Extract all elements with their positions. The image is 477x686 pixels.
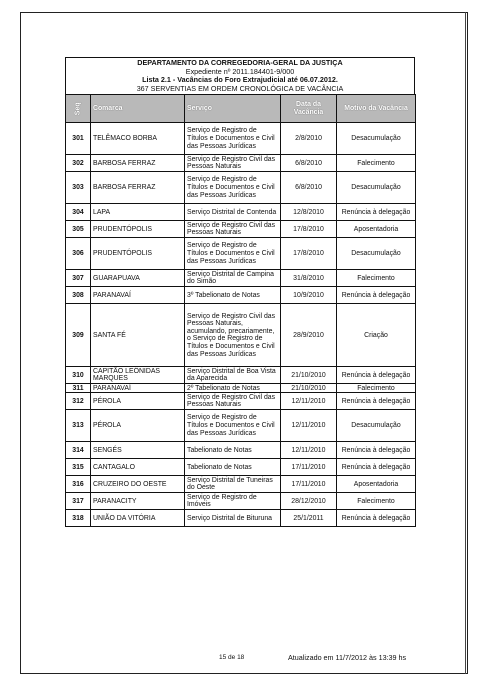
table-row bbox=[66, 221, 416, 238]
data-cell: 25/1/2011 bbox=[281, 510, 337, 527]
servico-cell: Serviço Distrital de Contenda bbox=[185, 204, 281, 221]
table-row bbox=[66, 367, 416, 384]
servico-cell: Serviço de Registro de Títulos e Documentos e Civil das Pessoas Jurídicas bbox=[185, 123, 281, 155]
motivo-cell: Falecimento bbox=[337, 493, 416, 510]
motivo-cell: Aposentadoria bbox=[337, 476, 416, 493]
comarca-cell: TELÊMACO BORBA bbox=[91, 123, 185, 155]
seq-cell: 310 bbox=[66, 367, 91, 384]
document bbox=[65, 57, 415, 527]
col-header-seq: Seq bbox=[66, 95, 91, 123]
table-row bbox=[66, 155, 416, 172]
vacancy-table bbox=[65, 94, 416, 527]
motivo-cell: Aposentadoria bbox=[337, 221, 416, 238]
comarca-cell: CANTAGALO bbox=[91, 459, 185, 476]
seq-cell: 317 bbox=[66, 493, 91, 510]
data-cell: 10/9/2010 bbox=[281, 287, 337, 304]
comarca-cell: CAPITÃO LEÔNIDAS MARQUES bbox=[91, 367, 185, 384]
servico-cell: 3º Tabelionato de Notas bbox=[185, 287, 281, 304]
servico-cell: Serviço Distrital de Tuneiras do Oeste bbox=[185, 476, 281, 493]
data-cell: 17/11/2010 bbox=[281, 476, 337, 493]
table-row bbox=[66, 476, 416, 493]
table-row bbox=[66, 393, 416, 410]
seq-cell: 302 bbox=[66, 155, 91, 172]
table-row bbox=[66, 123, 416, 155]
servico-cell: Serviço de Registro de Títulos e Documentos e Civil das Pessoas Jurídicas bbox=[185, 238, 281, 270]
comarca-cell: LAPA bbox=[91, 204, 185, 221]
data-cell: 17/8/2010 bbox=[281, 221, 337, 238]
data-cell: 17/11/2010 bbox=[281, 459, 337, 476]
seq-cell: 307 bbox=[66, 270, 91, 287]
comarca-cell: BARBOSA FERRAZ bbox=[91, 155, 185, 172]
seq-cell: 315 bbox=[66, 459, 91, 476]
servico-cell: Serviço de Registro Civil das Pessoas Naturais, acumulando, precariamente, o Serviço de Registro de Títulos e Documentos e Civil das Pessoas Jurídicas bbox=[185, 304, 281, 367]
comarca-cell: PRUDENTÓPOLIS bbox=[91, 238, 185, 270]
servico-cell: Serviço de Registro de Títulos e Documentos e Civil das Pessoas Jurídicas bbox=[185, 172, 281, 204]
motivo-cell: Renúncia à delegação bbox=[337, 367, 416, 384]
motivo-cell: Desacumulação bbox=[337, 172, 416, 204]
servico-cell: Serviço Distrital de Bituruna bbox=[185, 510, 281, 527]
table-row bbox=[66, 287, 416, 304]
motivo-cell: Renúncia à delegação bbox=[337, 393, 416, 410]
table-row bbox=[66, 493, 416, 510]
data-cell: 28/9/2010 bbox=[281, 304, 337, 367]
seq-cell: 303 bbox=[66, 172, 91, 204]
table-row bbox=[66, 459, 416, 476]
table-row bbox=[66, 384, 416, 393]
servico-cell: Serviço Distrital de Campina do Simão bbox=[185, 270, 281, 287]
seq-cell: 311 bbox=[66, 384, 91, 393]
data-cell: 31/8/2010 bbox=[281, 270, 337, 287]
table-row bbox=[66, 172, 416, 204]
servico-cell: Serviço de Registro Civil das Pessoas Naturais bbox=[185, 155, 281, 172]
table-row bbox=[66, 204, 416, 221]
seq-cell: 316 bbox=[66, 476, 91, 493]
table-row bbox=[66, 410, 416, 442]
table-row bbox=[66, 270, 416, 287]
col-header-motivo: Motivo da Vacância bbox=[337, 95, 416, 123]
comarca-cell: UNIÃO DA VITÓRIA bbox=[91, 510, 185, 527]
comarca-cell: PARANACITY bbox=[91, 493, 185, 510]
data-cell: 6/8/2010 bbox=[281, 172, 337, 204]
servico-cell: 2º Tabelionato de Notas bbox=[185, 384, 281, 393]
seq-cell: 313 bbox=[66, 410, 91, 442]
seq-cell: 318 bbox=[66, 510, 91, 527]
data-cell: 21/10/2010 bbox=[281, 384, 337, 393]
page-edge bbox=[465, 12, 466, 674]
comarca-cell: PÉROLA bbox=[91, 393, 185, 410]
servico-cell: Tabelionato de Notas bbox=[185, 459, 281, 476]
seq-cell: 314 bbox=[66, 442, 91, 459]
table-header-row bbox=[66, 95, 416, 123]
table-header-block bbox=[65, 57, 415, 94]
expediente-number: Expediente nº 2011.184401-9/000 bbox=[185, 66, 295, 76]
motivo-cell: Desacumulação bbox=[337, 410, 416, 442]
data-cell: 17/8/2010 bbox=[281, 238, 337, 270]
data-cell: 2/8/2010 bbox=[281, 123, 337, 155]
servico-cell: Serviço de Registro Civil das Pessoas Naturais bbox=[185, 393, 281, 410]
table-row bbox=[66, 304, 416, 367]
motivo-cell: Falecimento bbox=[337, 270, 416, 287]
data-cell: 6/8/2010 bbox=[281, 155, 337, 172]
seq-cell: 309 bbox=[66, 304, 91, 367]
table-row bbox=[66, 442, 416, 459]
motivo-cell: Renúncia à delegação bbox=[337, 459, 416, 476]
seq-cell: 301 bbox=[66, 123, 91, 155]
motivo-cell: Desacumulação bbox=[337, 238, 416, 270]
comarca-cell: SANTA FÉ bbox=[91, 304, 185, 367]
comarca-cell: GUARAPUAVA bbox=[91, 270, 185, 287]
servico-cell: Serviço de Registro de Imóveis bbox=[185, 493, 281, 510]
col-header-data: Data da Vacância bbox=[281, 95, 337, 123]
seq-cell: 304 bbox=[66, 204, 91, 221]
list-title: Lista 2.1 - Vacâncias do Foro Extrajudicial até 06.07.2012. bbox=[142, 75, 338, 85]
table-row bbox=[66, 238, 416, 270]
data-cell: 12/11/2010 bbox=[281, 442, 337, 459]
comarca-cell: BARBOSA FERRAZ bbox=[91, 172, 185, 204]
servico-cell: Serviço Distrital de Boa Vista da Aparecida bbox=[185, 367, 281, 384]
comarca-cell: PARANAVAÍ bbox=[91, 384, 185, 393]
servico-cell: Serviço de Registro de Títulos e Documentos e Civil das Pessoas Jurídicas bbox=[185, 410, 281, 442]
col-header-comarca: Comarca bbox=[91, 95, 185, 123]
updated-timestamp: Atualizado em 11/7/2012 às 13:39 hs bbox=[288, 653, 407, 662]
comarca-cell: PARANAVAÍ bbox=[91, 287, 185, 304]
comarca-cell: SENGÉS bbox=[91, 442, 185, 459]
seq-cell: 306 bbox=[66, 238, 91, 270]
motivo-cell: Falecimento bbox=[337, 155, 416, 172]
seq-cell: 305 bbox=[66, 221, 91, 238]
motivo-cell: Renúncia à delegação bbox=[337, 287, 416, 304]
motivo-cell: Renúncia à delegação bbox=[337, 204, 416, 221]
servico-cell: Serviço de Registro Civil das Pessoas Naturais bbox=[185, 221, 281, 238]
seq-cell: 312 bbox=[66, 393, 91, 410]
motivo-cell: Desacumulação bbox=[337, 123, 416, 155]
department-title: DEPARTAMENTO DA CORREGEDORIA-GERAL DA JUSTIÇA bbox=[137, 58, 343, 67]
servico-cell: Tabelionato de Notas bbox=[185, 442, 281, 459]
comarca-cell: CRUZEIRO DO OESTE bbox=[91, 476, 185, 493]
data-cell: 12/8/2010 bbox=[281, 204, 337, 221]
data-cell: 12/11/2010 bbox=[281, 410, 337, 442]
motivo-cell: Falecimento bbox=[337, 384, 416, 393]
data-cell: 21/10/2010 bbox=[281, 367, 337, 384]
col-header-servico: Serviço bbox=[185, 95, 281, 123]
motivo-cell: Renúncia à delegação bbox=[337, 510, 416, 527]
seq-cell: 308 bbox=[66, 287, 91, 304]
table-row bbox=[66, 510, 416, 527]
data-cell: 28/12/2010 bbox=[281, 493, 337, 510]
data-cell: 12/11/2010 bbox=[281, 393, 337, 410]
comarca-cell: PÉROLA bbox=[91, 410, 185, 442]
comarca-cell: PRUDENTÓPOLIS bbox=[91, 221, 185, 238]
list-subtitle: 367 SERVENTIAS EM ORDEM CRONOLÓGICA DE VACÂNCIA bbox=[136, 83, 344, 93]
motivo-cell: Criação bbox=[337, 304, 416, 367]
page-number: 15 de 18 bbox=[219, 654, 245, 661]
motivo-cell: Renúncia à delegação bbox=[337, 442, 416, 459]
